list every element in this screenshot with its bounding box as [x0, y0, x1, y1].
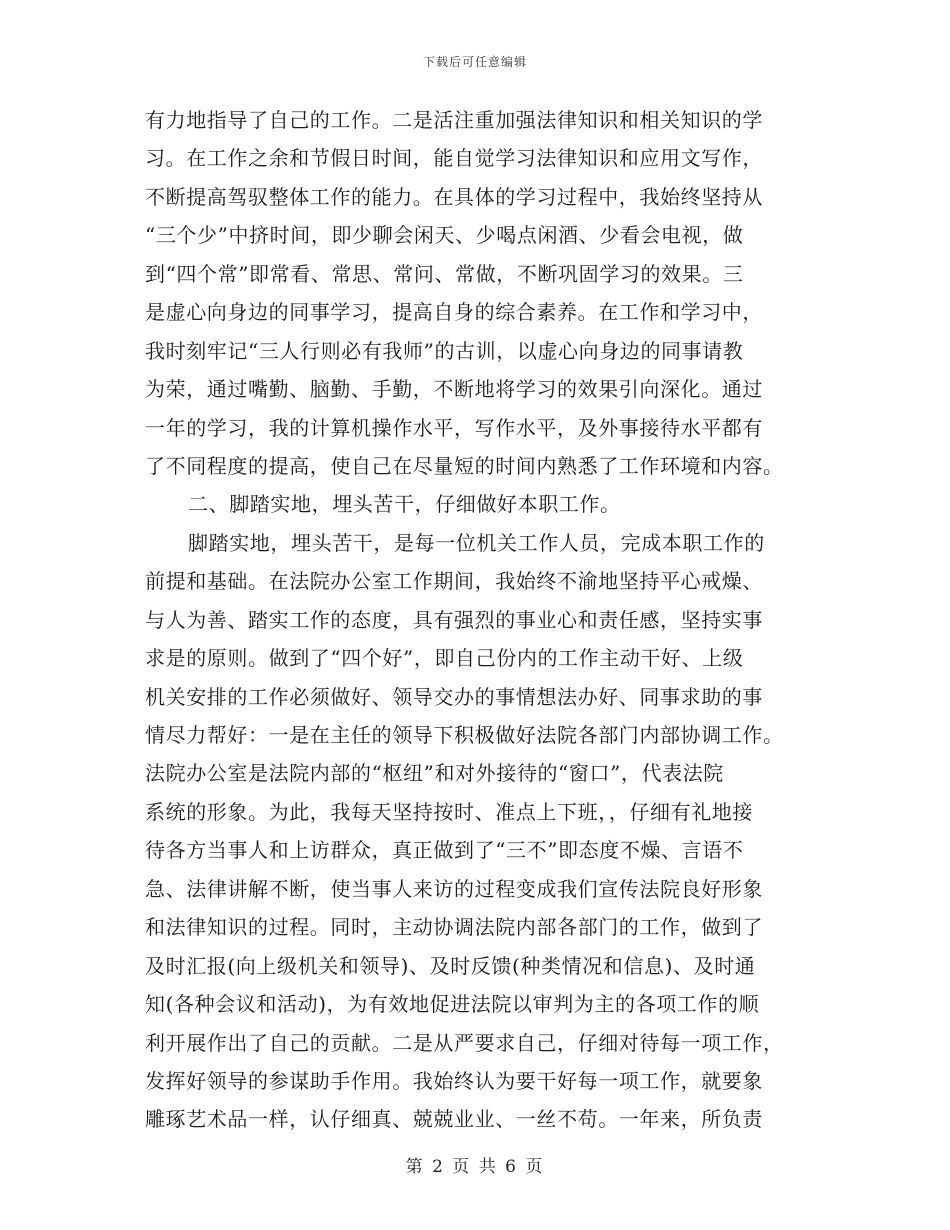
paragraph-line: 有力地指导了自己的工作。二是活注重加强法律知识和相关知识的学 [145, 108, 763, 132]
paragraph-line: 待各方当事人和上访群众，真正做到了“三不”即态度不燥、言语不 [145, 838, 744, 863]
paragraph-line: 到“四个常”即常看、常思、常问、常做，不断巩固学习的效果。三 [145, 261, 744, 286]
paragraph-line: 法院办公室是法院内部的“枢纽”和对外接待的“窗口”，代表法院 [145, 761, 724, 786]
document-body [145, 101, 805, 1139]
paragraph-line: 雕琢艺术品一样，认仔细真、兢兢业业、一丝不苟。一年来，所负责 [145, 1107, 763, 1132]
paragraph-line: 机关安排的工作必须做好、领导交办的事情想法办好、同事求助的事 [145, 684, 763, 709]
paragraph-line: 与人为善、踏实工作的态度，具有强烈的事业心和责任感，坚持实事 [145, 607, 763, 632]
page-number-footer: 第 2 页 共 6 页 [405, 1157, 545, 1177]
page-header-note: 下载后可任意编辑 [422, 55, 527, 69]
paragraph-line: 不断提高驾驭整体工作的能力。在具体的学习过程中，我始终坚持从 [145, 184, 763, 209]
paragraph-line: 二、脚踏实地，埋头苦干，仔细做好本职工作。 [188, 492, 621, 517]
paragraph-line: 知(各种会议和活动)，为有效地促进法院以审判为主的各项工作的顺 [145, 992, 760, 1017]
paragraph-line: 及时汇报(向上级机关和领导)、及时反馈(种类情况和信息)、及时通 [145, 953, 756, 978]
paragraph-line: 急、法律讲解不断，使当事人来访的过程变成我们宣传法院良好形象 [145, 876, 763, 901]
paragraph-line: 求是的原则。做到了“四个好”，即自己份内的工作主动干好、上级 [145, 646, 744, 671]
paragraph-line: 系统的形象。为此，我每天坚持按时、准点上下班，，仔细有礼地接 [145, 799, 753, 824]
paragraph-line: 脚踏实地，埋头苦干，是每一位机关工作人员，完成本职工作的 [188, 530, 765, 555]
paragraph-line: 发挥好领导的参谋助手作用。我始终认为要干好每一项工作，就要象 [145, 1068, 763, 1093]
paragraph-line: 了不同程度的提高，使自己在尽量短的时间内熟悉了工作环境和内容。 [145, 453, 784, 478]
paragraph-line: 情尽力帮好：一是在主任的领导下积极做好法院各部门内部协调工作。 [145, 723, 784, 747]
paragraph-line: “三个少”中挤时间，即少聊会闲天、少喝点闲酒、少看会电视，做 [145, 223, 744, 248]
paragraph-line: 利开展作出了自己的贡献。二是从严要求自己，仔细对待每一项工作， [145, 1030, 784, 1055]
paragraph-line: 前提和基础。在法院办公室工作期间，我始终不渝地坚持平心戒燥、 [145, 569, 763, 594]
paragraph-line: 我时刻牢记“三人行则必有我师”的古训，以虚心向身边的同事请教 [145, 338, 744, 363]
paragraph-line: 是虚心向身边的同事学习，提高自身的综合素养。在工作和学习中， [145, 300, 763, 325]
paragraph-line: 习。在工作之余和节假日时间，能自觉学习法律知识和应用文写作， [145, 146, 763, 171]
paragraph-line: 和法律知识的过程。同时，主动协调法院内部各部门的工作，做到了 [145, 915, 763, 940]
paragraph-line: 为荣，通过嘴勤、脑勤、手勤，不断地将学习的效果引向深化。通过 [145, 377, 763, 402]
paragraph-line: 一年的学习，我的计算机操作水平，写作水平，及外事接待水平都有 [145, 415, 763, 440]
